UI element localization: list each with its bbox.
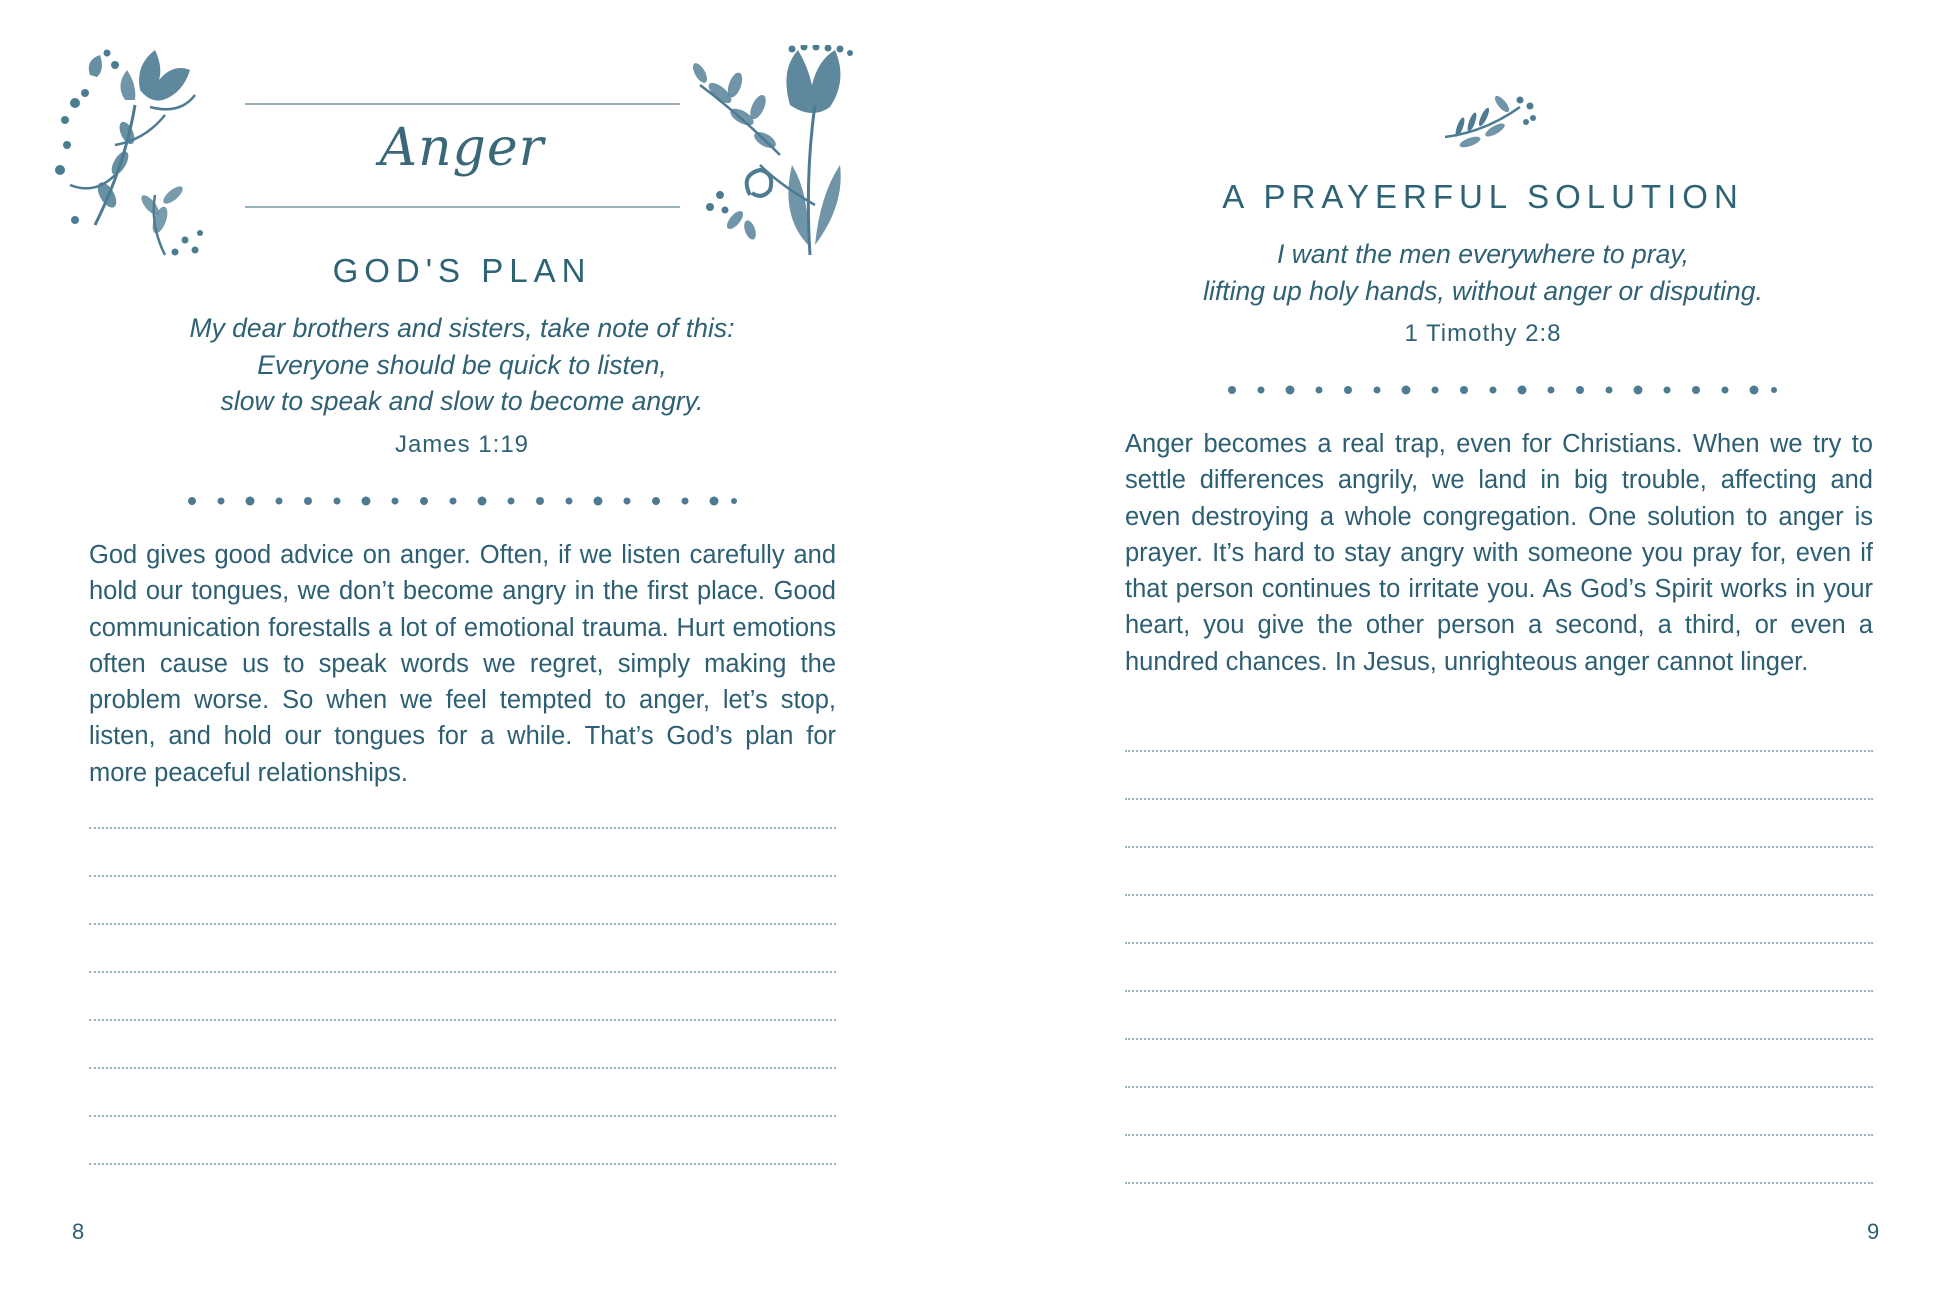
title-top-rule (245, 103, 680, 105)
journal-line[interactable] (89, 1019, 836, 1021)
journal-line[interactable] (89, 1163, 836, 1165)
journal-line[interactable] (1125, 1086, 1873, 1088)
section-heading: GOD'S PLAN (332, 252, 592, 289)
devotional-text: Anger becomes a real trap, even for Christians. When we try to settle differences angrily, we land in big trouble, affecting and even destroying a whole congregation. One solution to anger is prayer. It’s hard to stay angry with someone you pray for, even if that person continues to irritate you. As God’s Spirit works in your heart, you give the other person a second, a third, or even a hundred chances. In Jesus, unrighteous anger cannot linger. (1125, 430, 1873, 676)
dotted-divider (1226, 383, 1778, 397)
verse-line: lifting up holy hands, without anger or disputing. (1203, 275, 1763, 306)
journal-line[interactable] (1125, 846, 1873, 848)
journal-line[interactable] (1125, 990, 1873, 992)
scripture-verse (1073, 236, 1893, 309)
leaf-sprig-icon (1440, 92, 1540, 154)
journal-line[interactable] (89, 923, 836, 925)
journal-line[interactable] (1125, 1182, 1873, 1184)
devotional-text: God gives good advice on anger. Often, if we listen carefully and hold our tongues, we don’t become angry in the first place. Good communication forestalls a lot of emotional trauma. Hurt emotions often cause us to speak words we regret, simply making the problem worse. So when we feel tempted to anger, let’s stop, listen, and hold our tongues for a while. That’s God’s plan for more peaceful relationships. (89, 541, 836, 787)
page-number: 8 (72, 1219, 85, 1244)
chapter-title: Anger (379, 118, 545, 178)
verse-line: Everyone should be quick to listen, (257, 349, 667, 380)
journal-line[interactable] (1125, 1134, 1873, 1136)
journal-line[interactable] (89, 1067, 836, 1069)
journal-line[interactable] (1125, 798, 1873, 800)
journal-line[interactable] (89, 875, 836, 877)
journal-line[interactable] (89, 1115, 836, 1117)
verse-line: slow to speak and slow to become angry. (220, 386, 704, 416)
verse-line: My dear brothers and sisters, take note of this: (189, 313, 735, 343)
right-page (973, 0, 1946, 1297)
page-number: 9 (1867, 1219, 1880, 1244)
journal-line[interactable] (1125, 894, 1873, 896)
title-bottom-rule (245, 206, 680, 208)
journal-lines (89, 827, 836, 1165)
scripture-reference: 1 Timothy 2:8 (1404, 320, 1562, 347)
journal-line[interactable] (1125, 1038, 1873, 1040)
verse-line: I want the men everywhere to pray, (1277, 239, 1689, 269)
scripture-verse (80, 310, 844, 420)
scripture-reference: James 1:19 (394, 431, 530, 458)
dotted-divider (186, 494, 738, 508)
journal-line[interactable] (1125, 750, 1873, 752)
journal-lines (1125, 750, 1873, 1184)
journal-line[interactable] (89, 827, 836, 829)
section-heading: A PRAYERFUL SOLUTION (1222, 178, 1744, 215)
journal-line[interactable] (89, 971, 836, 973)
journal-line[interactable] (1125, 942, 1873, 944)
